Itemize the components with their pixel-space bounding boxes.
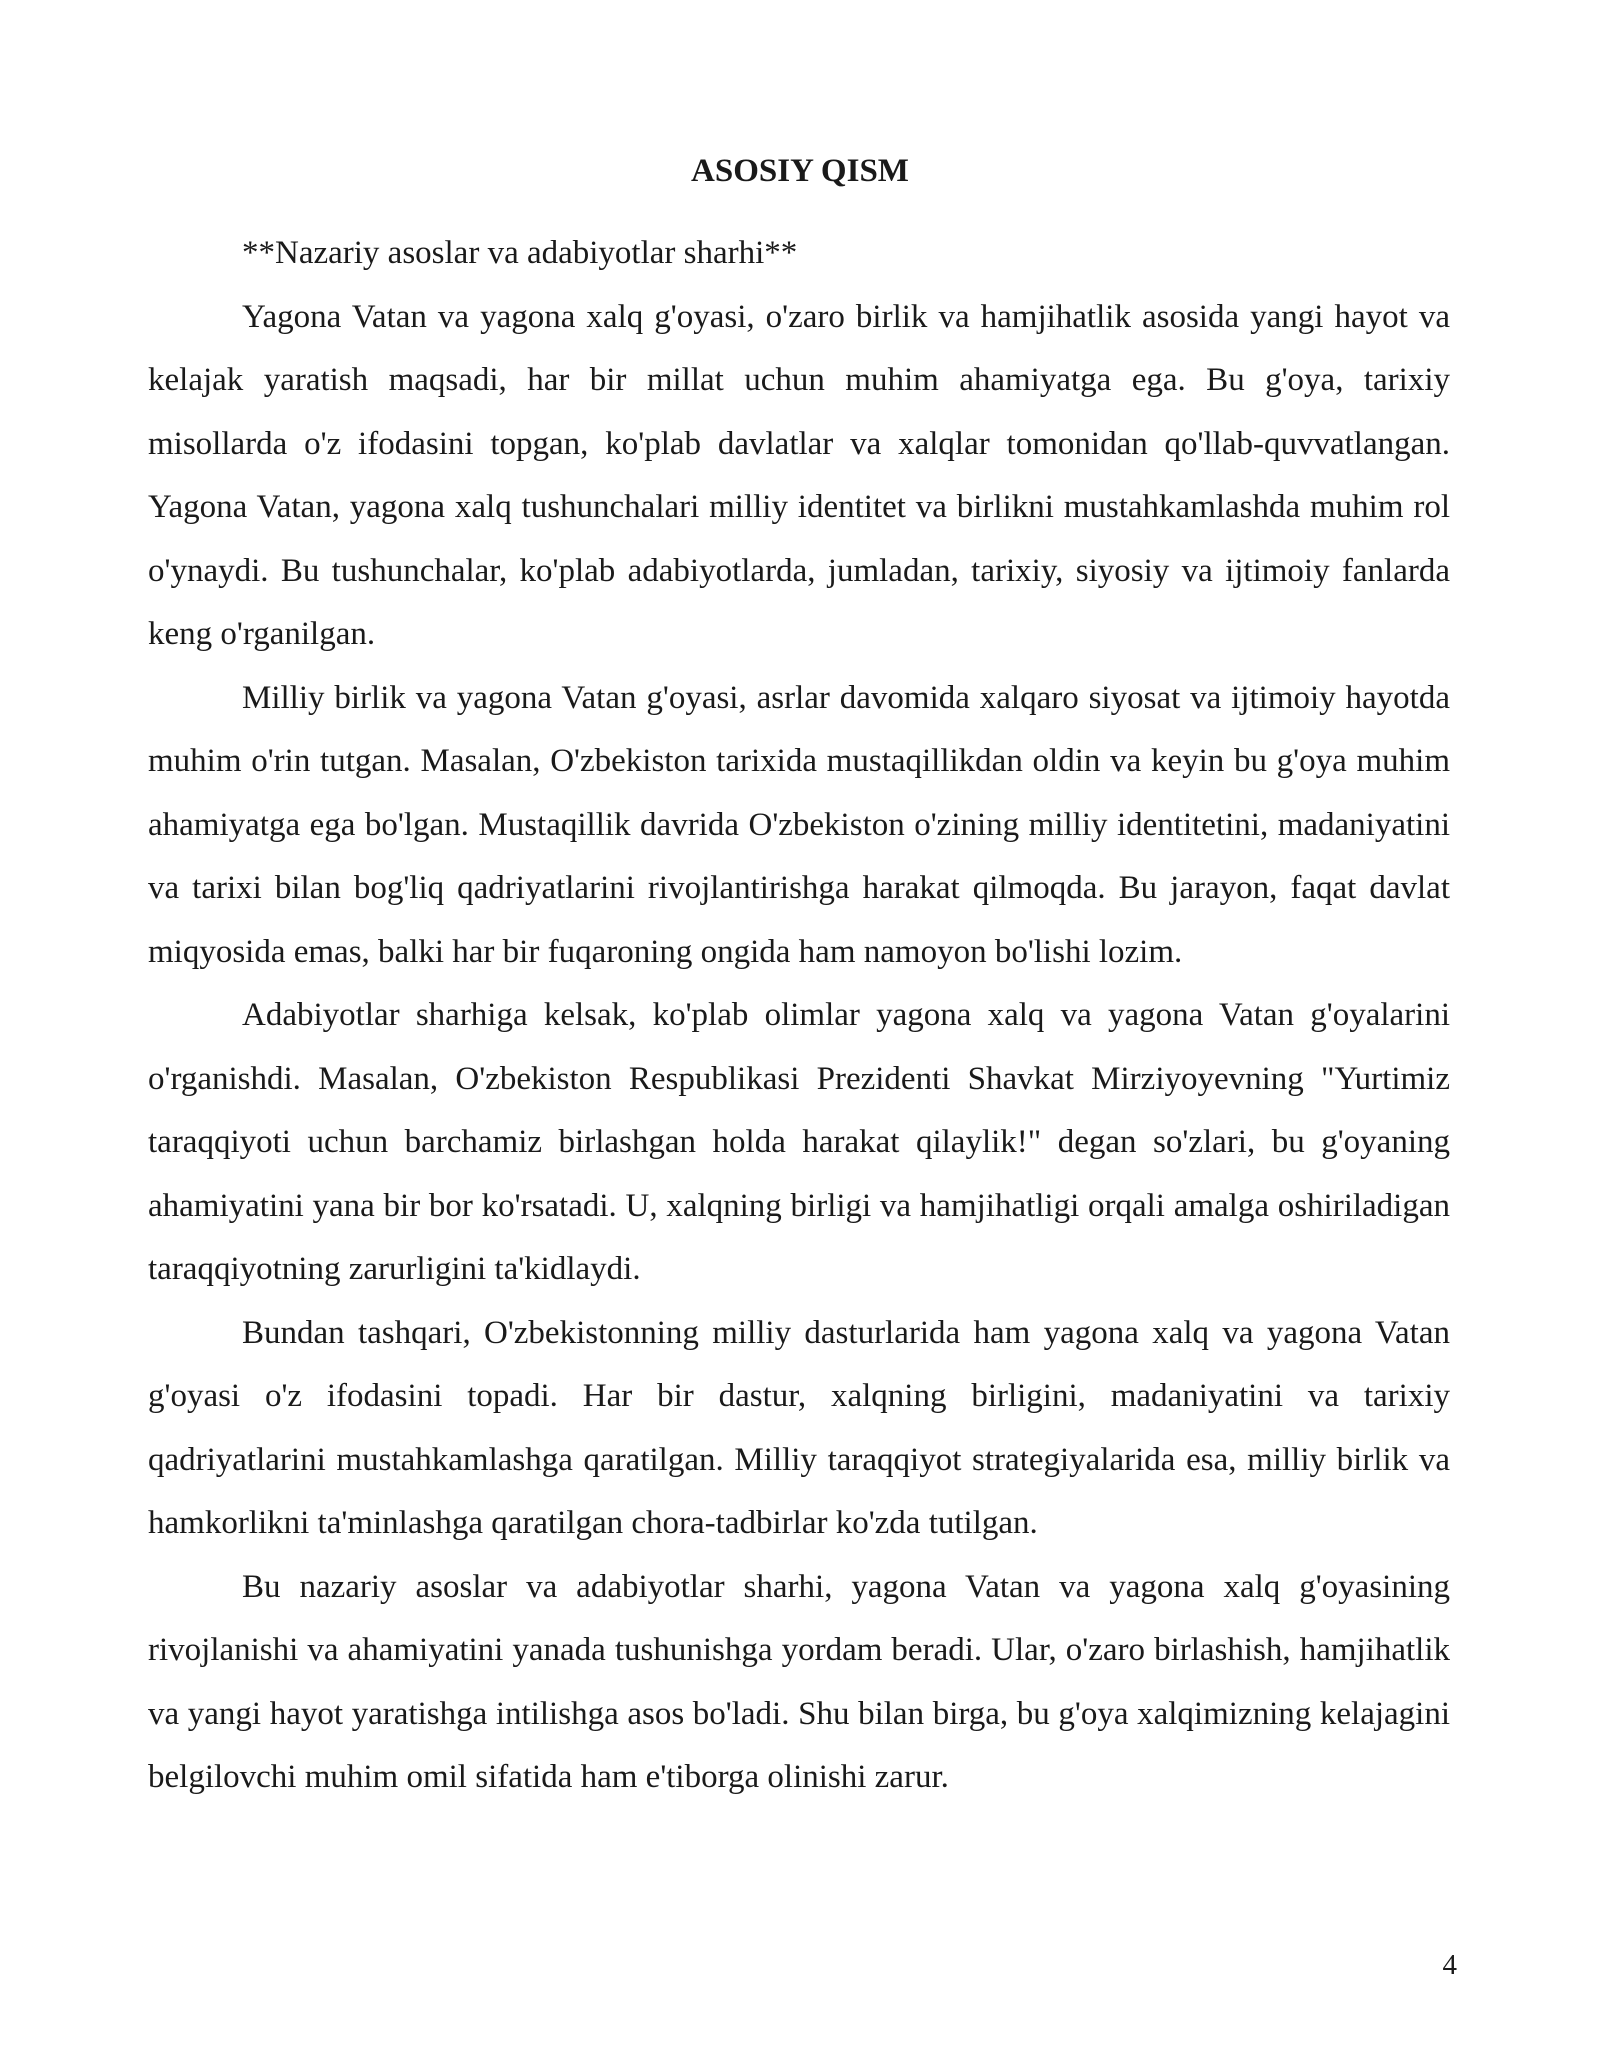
body-paragraph: Milliy birlik va yagona Vatan g'oyasi, asrlar davomida xalqaro siyosat va ijtimoiy hayotda muhim o'rin tutgan. Masalan, O'zbekiston tarixida mustaqillikdan oldin va keyin bu g'oya muhim ahamiyatga ega bo'lgan. Mustaqillik davrida O'zbekiston o'zining milliy identitetini, madaniyatini va tarixi bilan bog'liq qadriyatlarini rivojlantirishga harakat qilmoqda. Bu jarayon, faqat davlat miqyosida emas, balki har bir fuqaroning ongida ham namoyon bo'lishi lozim. [148,679,1450,970]
page-number: 4 [1442,1949,1457,1981]
page-title: ASOSIY QISM [691,153,909,189]
section-subheading: **Nazariy asoslar va adabiyotlar sharhi** [242,235,798,271]
document-body [148,222,1450,1810]
body-paragraph: Bundan tashqari, O'zbekistonning milliy dasturlarida ham yagona xalq va yagona Vatan g'oyasi o'z ifodasini topadi. Har bir dastur, xalqning birligini, madaniyatini va tarixiy qadriyatlarini mustahkamlashga qaratilgan. Milliy taraqqiyot strategiyalarida esa, milliy birlik va hamkorlikni ta'minlashga qaratilgan chora-tadbirlar ko'zda tutilgan. [148,1314,1450,1541]
body-paragraph: Bu nazariy asoslar va adabiyotlar sharhi, yagona Vatan va yagona xalq g'oyasining rivojlanishi va ahamiyatini yanada tushunishga yordam beradi. Ular, o'zaro birlashish, hamjihatlik va yangi hayot yaratishga intilishga asos bo'ladi. Shu bilan birga, bu g'oya xalqimizning kelajagini belgilovchi muhim omil sifatida ham e'tiborga olinishi zarur. [148,1568,1450,1795]
body-paragraph: Adabiyotlar sharhiga kelsak, ko'plab olimlar yagona xalq va yagona Vatan g'oyalarini o'rganishdi. Masalan, O'zbekiston Respublikasi Prezidenti Shavkat Mirziyoyevning "Yurtimiz taraqqiyoti uchun barchamiz birlashgan holda harakat qilaylik!" degan so'zlari, bu g'oyaning ahamiyatini yana bir bor ko'rsatadi. U, xalqning birligi va hamjihatligi orqali amalga oshiriladigan taraqqiyotning zarurligini ta'kidlaydi. [148,997,1450,1287]
body-paragraph: Yagona Vatan va yagona xalq g'oyasi, o'zaro birlik va hamjihatlik asosida yangi hayot va kelajak yaratish maqsadi, har bir millat uchun muhim ahamiyatga ega. Bu g'oya, tarixiy misollarda o'z ifodasini topgan, ko'plab davlatlar va xalqlar tomonidan qo'llab-quvvatlangan. Yagona Vatan, yagona xalq tushunchalari milliy identitet va birlikni mustahkamlashda muhim rol o'ynaydi. Bu tushunchalar, ko'plab adabiyotlarda, jumladan, tarixiy, siyosiy va ijtimoiy fanlarda keng o'rganilgan. [148,298,1450,652]
